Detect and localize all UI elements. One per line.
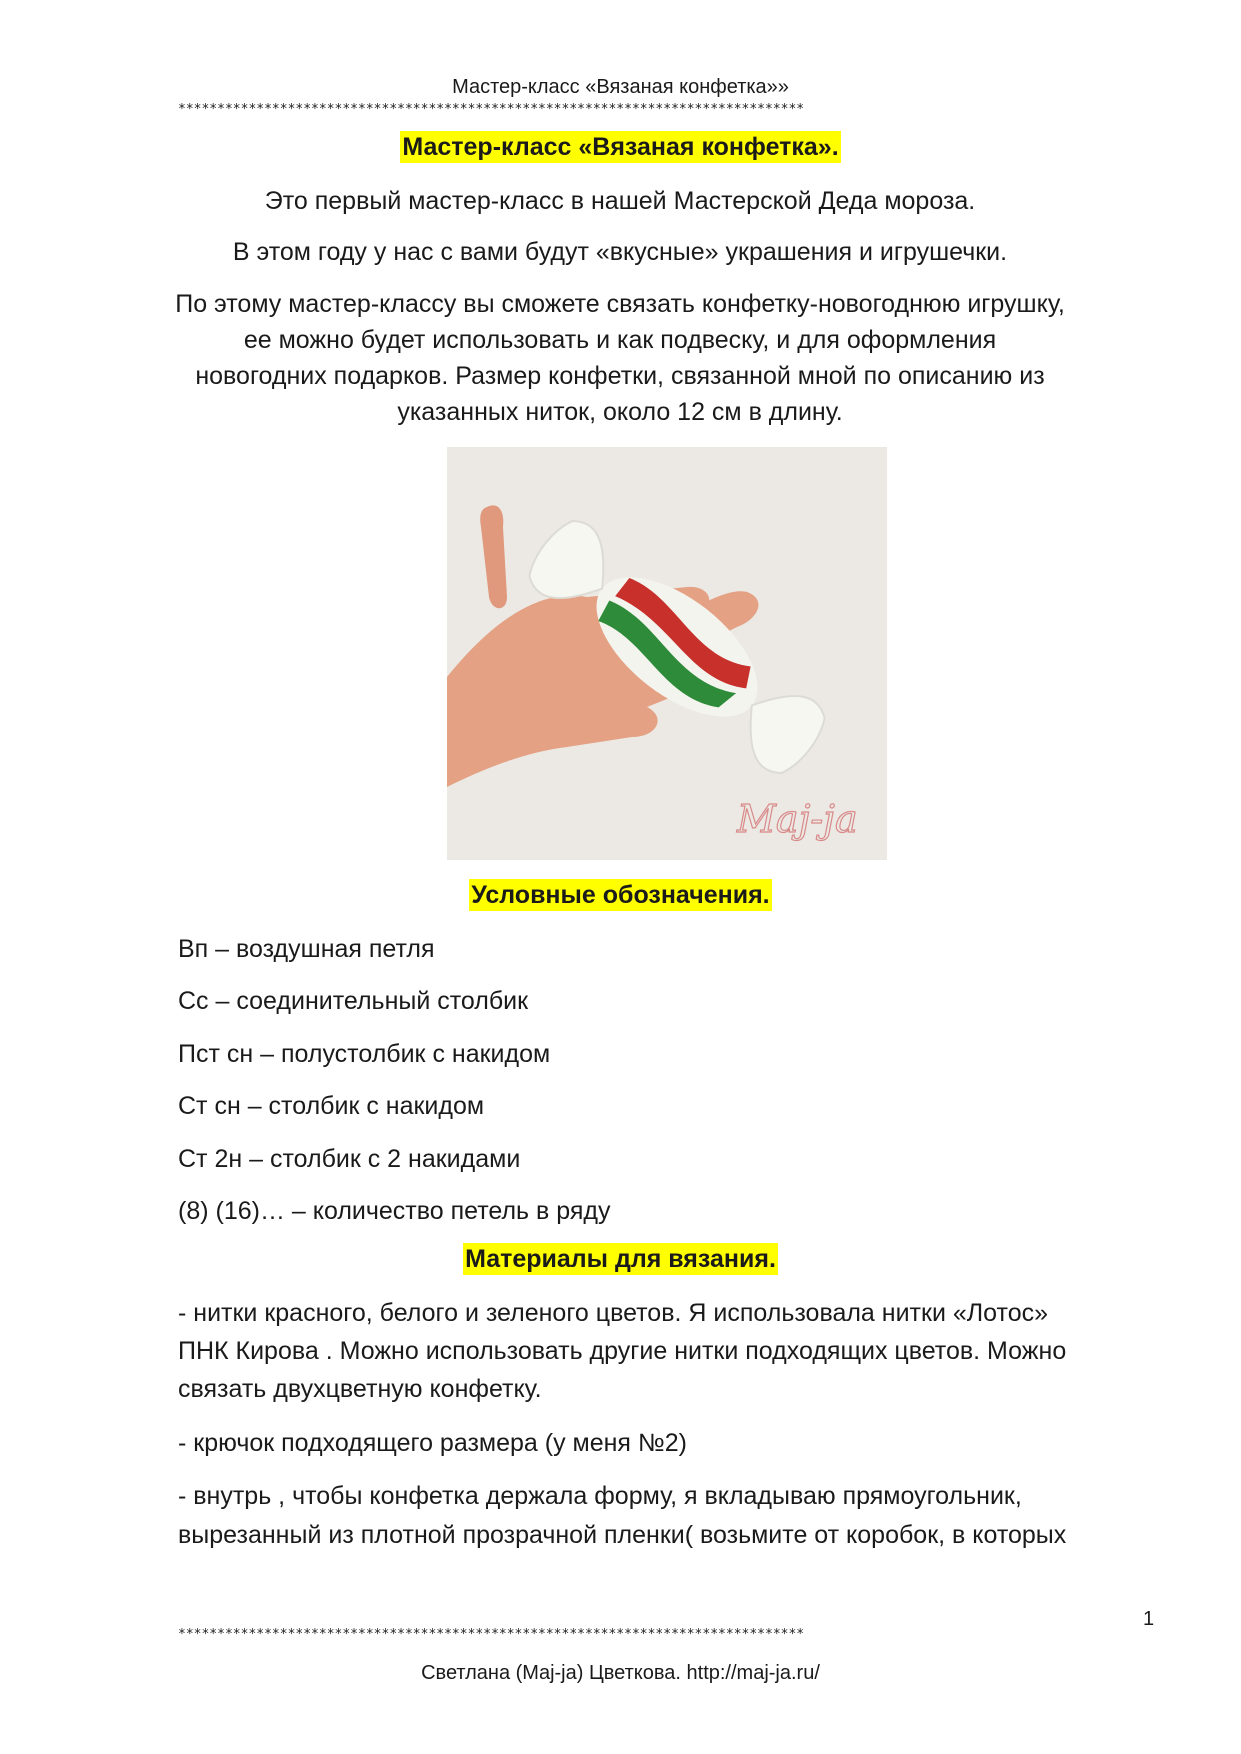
description-line: ее можно будет использовать и как подвеску, и для оформления bbox=[243, 326, 997, 354]
legend-heading bbox=[0, 881, 1241, 910]
watermark-text: Maj-ja bbox=[737, 797, 858, 841]
main-title bbox=[0, 133, 1241, 162]
materials-hook: - крючок подходящего размера (у меня №2) bbox=[178, 1429, 687, 1457]
description-line: указанных ниток, около 12 см в длину. bbox=[397, 398, 843, 426]
description-line: По этому мастер-классу вы сможете связать конфетку-новогоднюю игрушку, bbox=[175, 290, 1065, 318]
header-separator: ******************************************************************************** bbox=[178, 102, 805, 117]
footer-separator: ******************************************************************************** bbox=[178, 1627, 805, 1642]
description bbox=[170, 286, 1070, 430]
footer-text: Светлана (Maj-ja) Цветкова. http://maj-ja.ru/ bbox=[421, 1662, 820, 1684]
candy-photo-illustration bbox=[447, 447, 887, 860]
materials-heading bbox=[0, 1245, 1241, 1274]
description-line: новогодних подарков. Размер конфетки, связанной мной по описанию из bbox=[195, 362, 1045, 390]
materials-line: вырезанный из плотной прозрачной пленки( возьмите от коробок, в которых bbox=[178, 1521, 1067, 1549]
intro-line-1: Это первый мастер-класс в нашей Мастерской Деда мороза. bbox=[264, 187, 976, 215]
page-number: 1 bbox=[1143, 1608, 1155, 1630]
legend-item: Сс – соединительный столбик bbox=[178, 987, 529, 1015]
main-title-text: Мастер-класс «Вязаная конфетка». bbox=[402, 133, 839, 161]
materials-line: связать двухцветную конфетку. bbox=[178, 1375, 542, 1403]
running-header: Мастер-класс «Вязаная конфетка»» bbox=[452, 76, 789, 98]
materials-line: - внутрь , чтобы конфетка держала форму, я вкладываю прямоугольник, bbox=[178, 1482, 1022, 1510]
materials-threads bbox=[178, 1294, 1158, 1408]
legend-item: Пст сн – полустолбик с накидом bbox=[178, 1040, 551, 1068]
intro-line-2: В этом году у нас с вами будут «вкусные» украшения и игрушечки. bbox=[232, 238, 1008, 266]
legend-item: (8) (16)… – количество петель в ряду bbox=[178, 1197, 611, 1225]
materials-film bbox=[178, 1477, 1158, 1555]
materials-heading-text: Материалы для вязания. bbox=[465, 1245, 776, 1273]
candy-photo bbox=[447, 447, 887, 860]
materials-line: - нитки красного, белого и зеленого цветов. Я использовала нитки «Лотос» bbox=[178, 1299, 1048, 1327]
legend-item: Вп – воздушная петля bbox=[178, 935, 435, 963]
legend-heading-text: Условные обозначения. bbox=[471, 881, 770, 909]
materials-line: ПНК Кирова . Можно использовать другие нитки подходящих цветов. Можно bbox=[178, 1337, 1067, 1365]
legend-item: Ст сн – столбик с накидом bbox=[178, 1092, 485, 1120]
legend-item: Ст 2н – столбик с 2 накидами bbox=[178, 1145, 521, 1173]
